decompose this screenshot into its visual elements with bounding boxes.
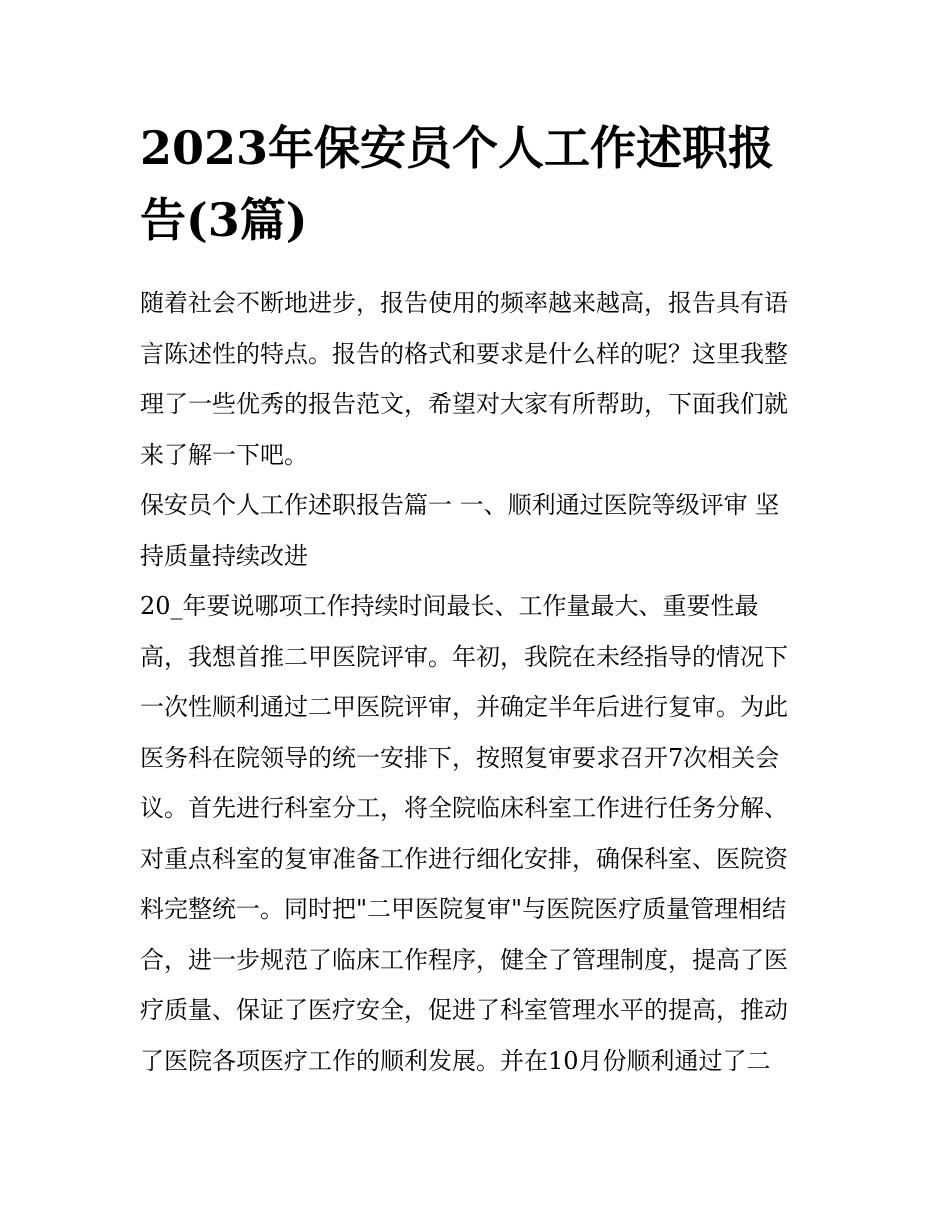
body-line: 了医院各项医疗工作的顺利发展。并在10月份顺利通过了二 — [140, 1046, 771, 1075]
body-line: 合，进一步规范了临床工作程序，健全了管理制度，提高了医 — [140, 945, 788, 974]
body-line: 一次性顺利通过二甲医院评审，并确定半年后进行复审。为此 — [140, 693, 788, 721]
body-line: 议。首先进行科室分工，将全院临床科室工作进行任务分解、 — [140, 794, 788, 822]
body-line: 言陈述性的特点。报告的格式和要求是什么样的呢？这里我整 — [140, 339, 788, 368]
body-line: 保安员个人工作述职报告篇一 一、顺利通过医院等级评审 坚 — [140, 491, 780, 519]
body-line: 医务科在院领导的统一安排下，按照复审要求召开7次相关会 — [140, 743, 780, 772]
document-body — [140, 278, 820, 1086]
body-line: 持质量持续改进 — [140, 541, 308, 570]
body-line: 疗质量、保证了医疗安全，促进了科室管理水平的提高，推动 — [140, 996, 788, 1024]
title-line: 2023年保安员个人工作述职报 — [140, 121, 775, 175]
title-line: 告(3篇) — [140, 193, 308, 247]
body-line: 理了一些优秀的报告范文，希望对大家有所帮助，下面我们就 — [140, 390, 788, 418]
body-line: 随着社会不断地进步，报告使用的频率越来越高，报告具有语 — [140, 289, 788, 317]
body-line: 料完整统一。同时把"二甲医院复审"与医院医疗质量管理相结 — [140, 895, 787, 923]
body-line: 来了解一下吧。 — [140, 440, 308, 469]
document-title — [140, 112, 820, 256]
body-line: 对重点科室的复审准备工作进行细化安排，确保科室、医院资 — [140, 844, 788, 873]
body-line: 高，我想首推二甲医院评审。年初，我院在未经指导的情况下 — [140, 642, 788, 671]
body-line: 20_年要说哪项工作持续时间最长、工作量最大、重要性最 — [140, 592, 759, 620]
